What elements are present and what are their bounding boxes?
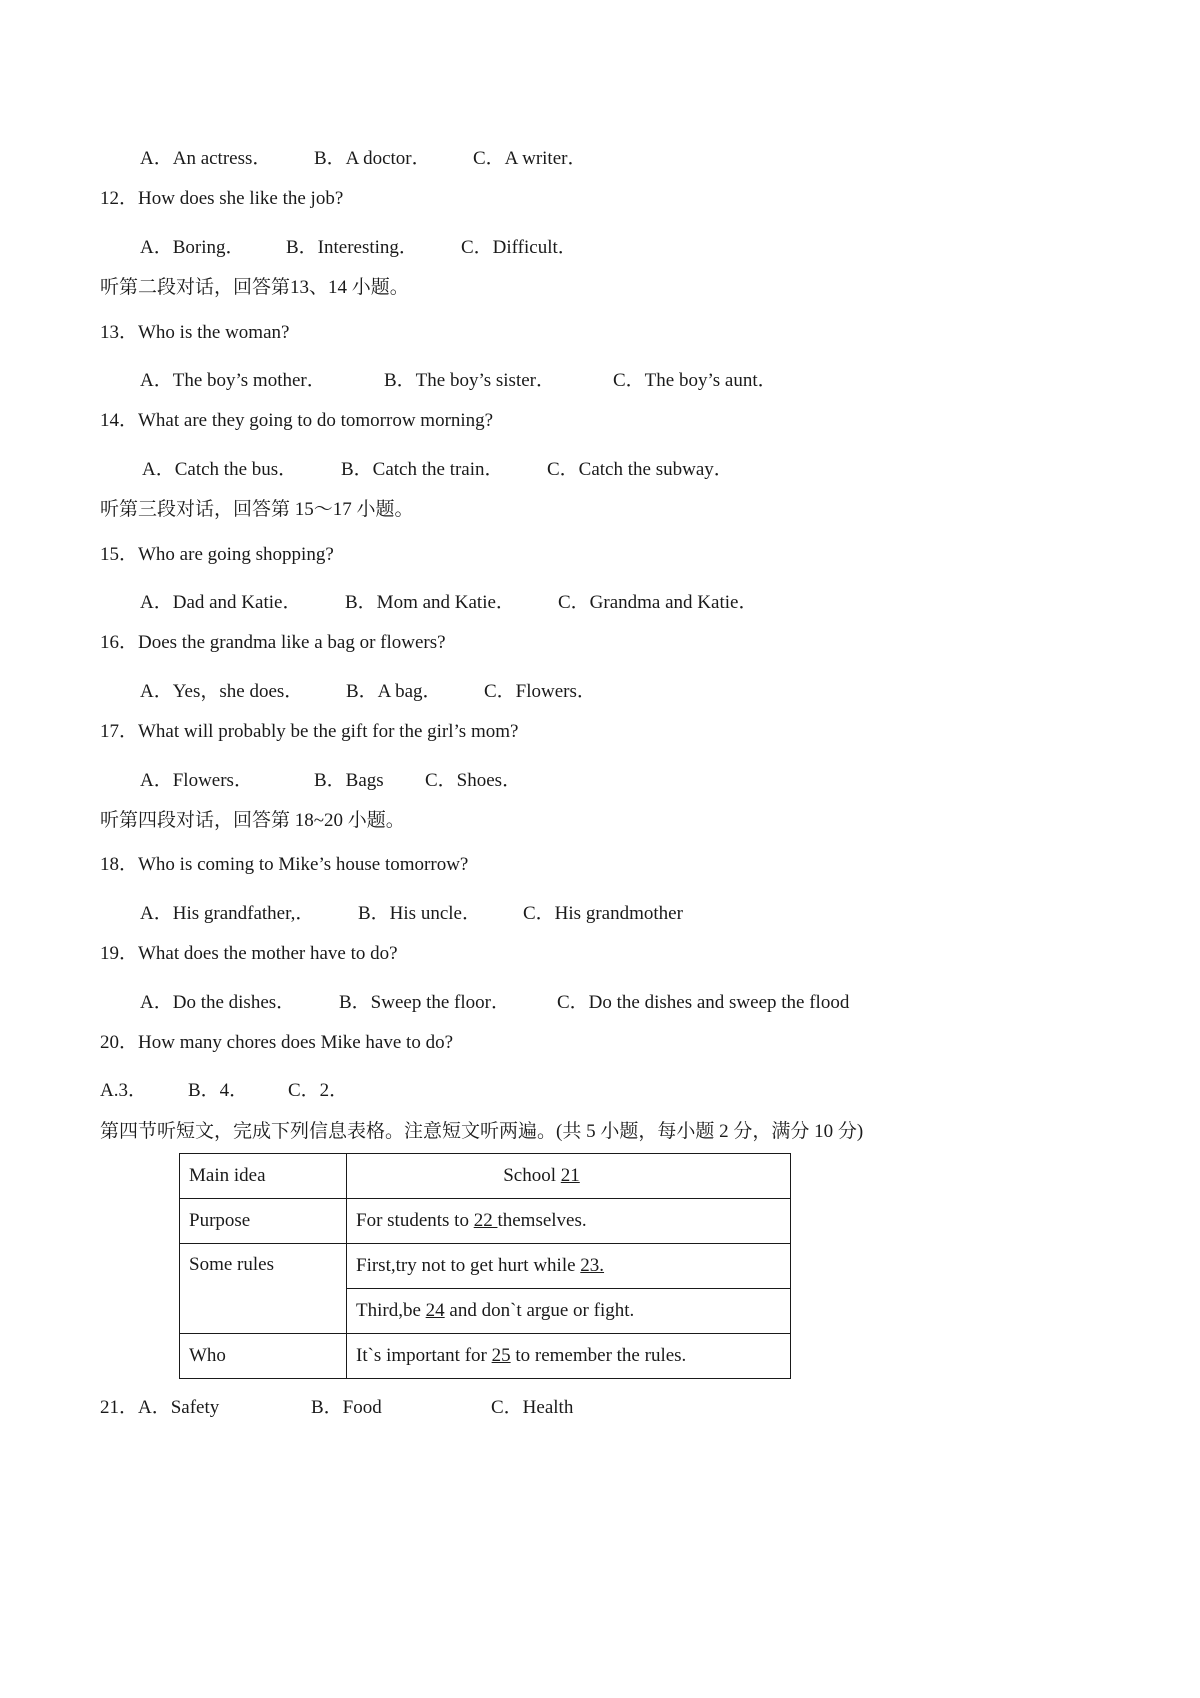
- option-13-a: A．The boy’s mother．: [140, 370, 326, 391]
- table-label-who: Who: [180, 1334, 347, 1379]
- option-17-b: B．Bags: [314, 770, 384, 791]
- option-13-c: C．The boy’s aunt．: [613, 370, 777, 391]
- table-cell-who: [347, 1334, 791, 1379]
- option-17-a: A．Flowers．: [140, 770, 253, 791]
- option-11-b: B．A doctor．: [314, 148, 431, 169]
- table-label-purpose: Purpose: [180, 1199, 347, 1244]
- option-12-a: A．Boring．: [140, 237, 245, 258]
- question-12: 12．How does she like the job?: [100, 188, 344, 209]
- table-cell-rule-3: [347, 1289, 791, 1334]
- cell-text: Third,be: [356, 1300, 426, 1321]
- cell-text: themselves.: [497, 1210, 587, 1231]
- option-20-c: C．2．: [288, 1080, 349, 1101]
- cell-text: to remember the rules.: [510, 1345, 687, 1366]
- option-13-b: B．The boy’s sister．: [384, 370, 555, 391]
- part-4-instruction: 第四节听短文，完成下列信息表格。注意短文听两遍。(共 5 小题，每小题 2 分，满分 10 分): [100, 1121, 864, 1142]
- info-table: [179, 1153, 791, 1379]
- blank-23: 23.: [580, 1255, 605, 1276]
- option-21-a: 21．A．Safety: [100, 1397, 220, 1418]
- table-label-some-rules: Some rules: [180, 1244, 347, 1334]
- option-11-c: C．A writer．: [473, 148, 587, 169]
- section-2-instruction: 听第二段对话，回答第13、14 小题。: [100, 277, 409, 298]
- option-14-a: A．Catch the bus．: [142, 459, 298, 480]
- option-15-a: A．Dad and Katie．: [140, 592, 302, 613]
- option-15-c: C．Grandma and Katie．: [558, 592, 758, 613]
- table-row: [180, 1154, 791, 1199]
- option-19-a: A．Do the dishes．: [140, 992, 296, 1013]
- option-17-c: C．Shoes．: [425, 770, 522, 791]
- option-16-b: B．A bag．: [346, 681, 442, 702]
- table-row: [180, 1244, 791, 1289]
- blank-24: 24: [425, 1300, 445, 1321]
- blank-22: 22: [473, 1210, 498, 1231]
- blank-25: 25: [491, 1345, 511, 1366]
- table-row: [180, 1199, 791, 1244]
- option-16-a: A．Yes，she does．: [140, 681, 304, 702]
- option-18-a: A．His grandfather,．: [140, 903, 315, 924]
- option-14-c: C．Catch the subway．: [547, 459, 733, 480]
- section-3-instruction: 听第三段对话，回答第 15～17 小题。: [100, 499, 414, 520]
- question-14: 14．What are they going to do tomorrow morning?: [100, 410, 494, 431]
- option-21-c: C．Health: [491, 1397, 574, 1418]
- option-12-c: C．Difficult．: [461, 237, 577, 258]
- option-16-c: C．Flowers．: [484, 681, 596, 702]
- option-19-c: C．Do the dishes and sweep the flood: [557, 992, 850, 1013]
- table-label-main-idea: Main idea: [180, 1154, 347, 1199]
- table-row: [180, 1334, 791, 1379]
- cell-text: School: [503, 1165, 561, 1186]
- question-19: 19．What does the mother have to do?: [100, 943, 398, 964]
- option-19-b: B．Sweep the floor．: [339, 992, 510, 1013]
- question-18: 18．Who is coming to Mike’s house tomorrow?: [100, 854, 469, 875]
- table-cell-rule-1: [347, 1244, 791, 1289]
- option-20-a: A.3．: [100, 1080, 147, 1101]
- question-17: 17．What will probably be the gift for the girl’s mom?: [100, 721, 519, 742]
- question-15: 15．Who are going shopping?: [100, 544, 334, 565]
- option-11-a: A．An actress．: [140, 148, 272, 169]
- option-18-b: B．His uncle．: [358, 903, 481, 924]
- option-20-b: B．4．: [188, 1080, 249, 1101]
- cell-text: First,try not to get hurt while: [356, 1255, 581, 1276]
- question-16: 16．Does the grandma like a bag or flowers?: [100, 632, 446, 653]
- option-15-b: B．Mom and Katie．: [345, 592, 515, 613]
- table-cell-purpose: [347, 1199, 791, 1244]
- option-14-b: B．Catch the train．: [341, 459, 504, 480]
- option-18-c: C．His grandmother: [523, 903, 683, 924]
- blank-21: 21: [560, 1165, 580, 1186]
- table-cell-main-idea: [347, 1154, 791, 1199]
- cell-text: and don`t argue or fight.: [444, 1300, 635, 1321]
- option-21-b: B．Food: [311, 1397, 382, 1418]
- section-4-instruction: 听第四段对话，回答第 18~20 小题。: [100, 810, 405, 831]
- cell-text: For students to: [356, 1210, 474, 1231]
- cell-text: It`s important for: [356, 1345, 492, 1366]
- option-12-b: B．Interesting．: [286, 237, 418, 258]
- question-13: 13．Who is the woman?: [100, 322, 290, 343]
- question-20: 20．How many chores does Mike have to do?: [100, 1032, 454, 1053]
